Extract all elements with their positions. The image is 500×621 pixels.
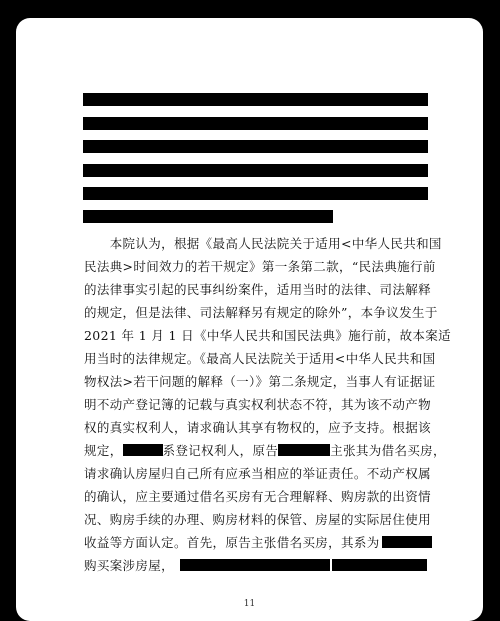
text-line	[84, 351, 436, 366]
text-line	[84, 466, 432, 481]
text-segment: 2021 年 1 月 1 日《中华人民共和国民法典》施行前，故本案适	[84, 328, 451, 343]
text-line	[84, 328, 451, 343]
page-number: 11	[243, 599, 256, 609]
text-segment: 规定，	[84, 443, 123, 458]
inline-redaction	[332, 559, 427, 571]
text-line	[84, 305, 438, 320]
text-line	[84, 512, 432, 527]
text-line	[84, 558, 432, 573]
inline-redaction	[278, 444, 330, 456]
inline-redaction	[382, 536, 432, 548]
text-segment: 购买案涉房屋，	[84, 558, 174, 573]
text-line	[84, 236, 442, 251]
redaction-bar	[83, 210, 333, 223]
text-segment: 收益等方面认定。首先，原告主张借名买房，其系为	[84, 535, 380, 550]
text-segment: 的法律事实引起的民事纠纷案件，适用当时的法律、司法解释	[84, 282, 431, 297]
text-segment: 明不动产登记簿的记载与真实权利状态不符，其为该不动产物	[84, 397, 431, 412]
redaction-bar	[83, 93, 428, 106]
text-segment: 民法典>时间效力的若干规定》第一条第二款，“民法典施行前	[84, 259, 436, 274]
document-page	[16, 18, 483, 621]
text-line	[84, 397, 432, 412]
text-segment: 系登记权利人，原告	[162, 443, 279, 458]
text-line	[84, 443, 446, 458]
text-segment: 本院认为，根据《最高人民法院关于适用<中华人民共和国	[84, 236, 442, 251]
text-segment: 的确认，应主要通过借名买房有无合理解释、购房款的出资情	[84, 489, 431, 504]
text-line	[84, 374, 436, 389]
text-line	[84, 282, 432, 297]
text-segment: 权的真实权利人，请求确认其享有物权的，应予支持。根据该	[84, 420, 431, 435]
redaction-bar	[83, 187, 428, 200]
text-segment: 物权法>若干问题的解释（一）》第二条规定，当事人有证据证	[84, 374, 436, 389]
redaction-bar	[83, 164, 428, 177]
text-line	[84, 489, 432, 504]
text-line	[84, 259, 436, 274]
text-line	[84, 535, 432, 550]
text-segment: 况、购房手续的办理、购房材料的保管、房屋的实际居住使用	[84, 512, 431, 527]
inline-redaction	[123, 444, 163, 456]
redaction-bar	[83, 117, 428, 130]
text-segment: 用当时的法律规定。《最高人民法院关于适用<中华人民共和国	[84, 351, 436, 366]
redaction-bar	[83, 140, 428, 153]
text-segment: 主张其为借名买房，	[330, 443, 446, 458]
text-segment: 的规定，但是法律、司法解释另有规定的除外”，本争议发生于	[84, 305, 438, 320]
text-line	[84, 420, 432, 435]
text-segment: 请求确认房屋归自己所有应承当相应的举证责任。不动产权属	[84, 466, 431, 481]
inline-redaction	[180, 559, 330, 571]
